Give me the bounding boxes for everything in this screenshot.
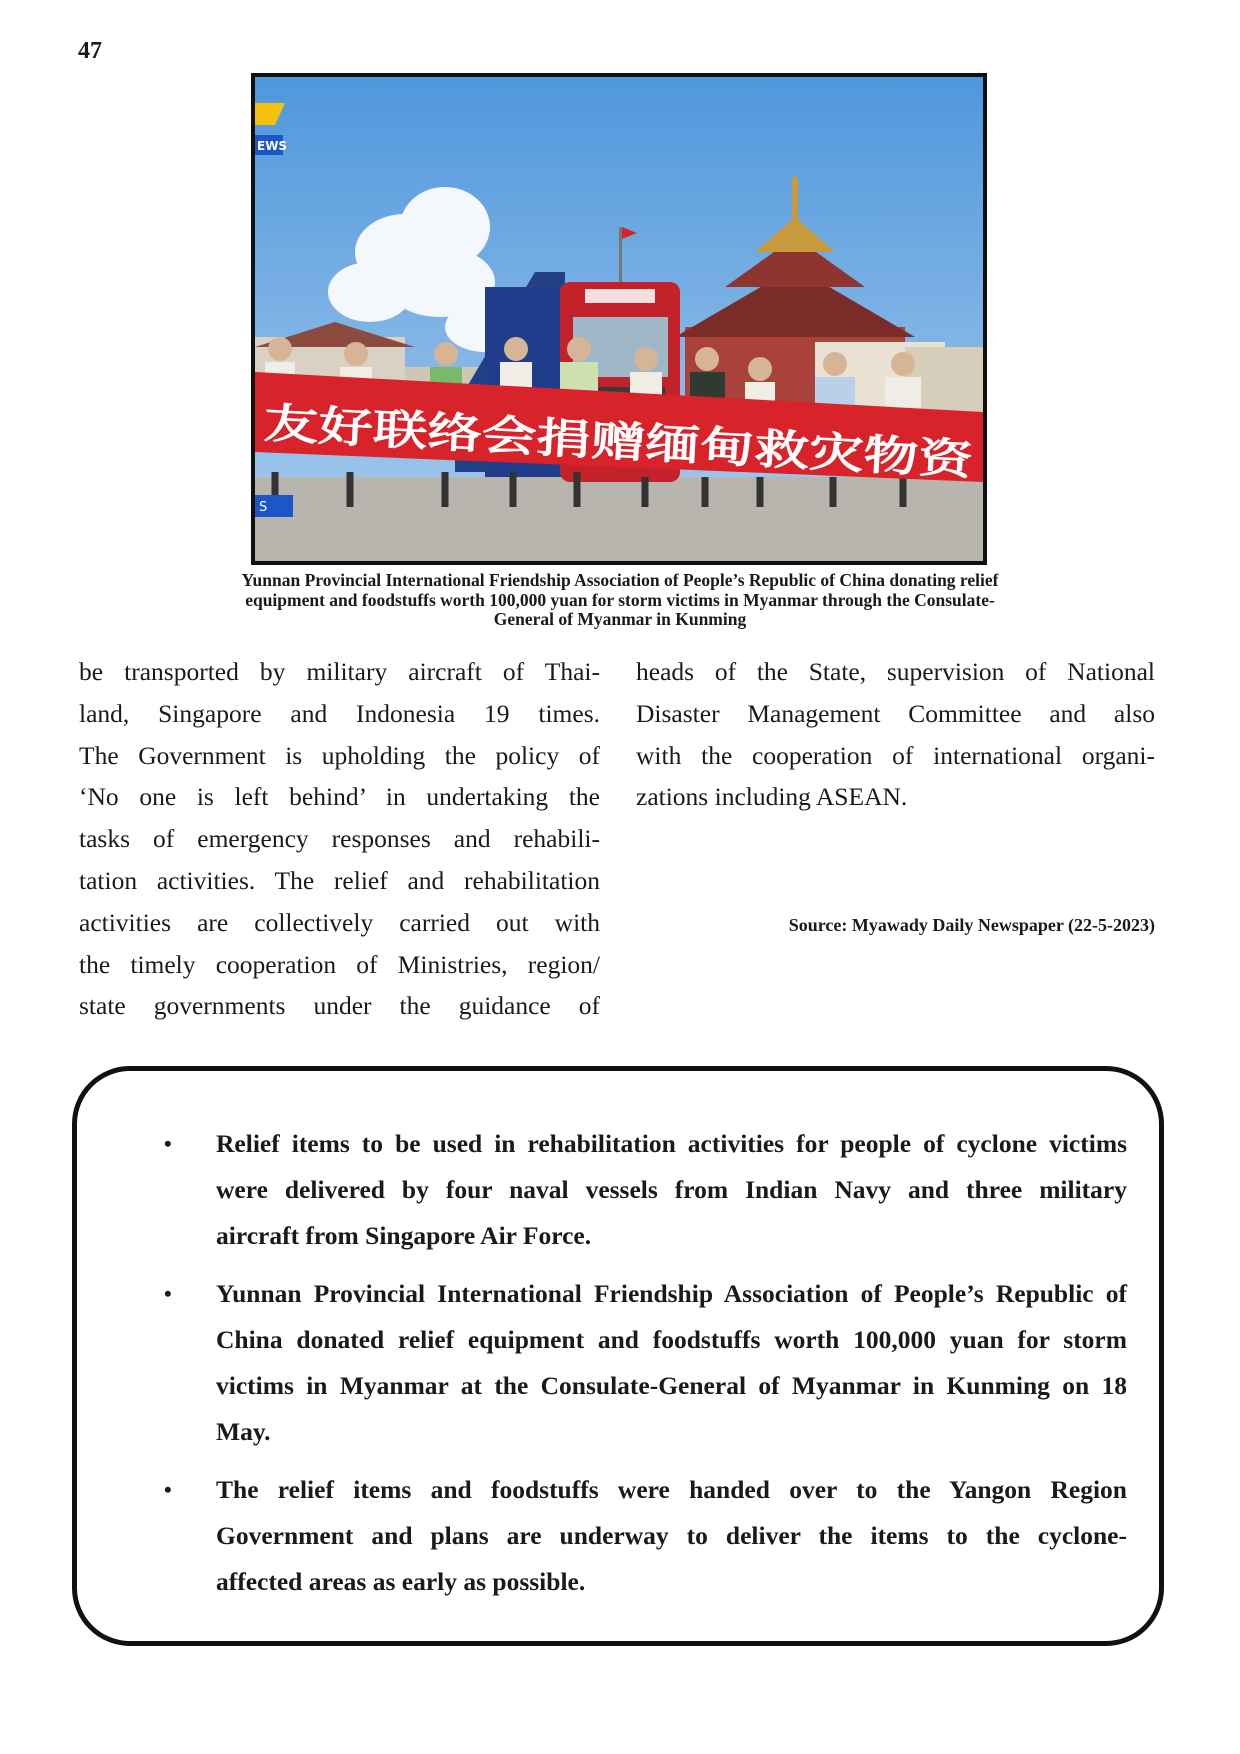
article-line: Disaster Management Committee and also [636,698,1155,728]
article-line: tasks of emergency responses and rehabili- [79,824,600,854]
news-photo [251,73,987,565]
article-line: tation activities. The relief and rehabilitation [79,865,600,895]
ground [255,477,983,561]
article-column-right [636,651,1155,818]
article-line: the timely cooperation of Ministries, region/ [79,949,600,979]
summary-item [137,1271,1127,1455]
caption-line: General of Myanmar in Kunming [493,609,747,629]
corner-text: S [259,500,268,515]
article-column-left [79,651,600,1027]
summary-line: victims in Myanmar at the Consulate-General of Myanmar in Kunming on 18 [216,1371,1127,1400]
summary-line: Relief items to be used in rehabilitation activities for people of cyclone victims [216,1129,1127,1158]
article-line: activities are collectively carried out with [79,907,600,937]
article-line: The Government is upholding the policy of [79,740,600,770]
photo-caption [150,571,1090,630]
summary-line: The relief items and foodstuffs were handed over to the Yangon Region [216,1475,1127,1504]
bullet-icon: • [164,1131,172,1156]
summary-line: affected areas as early as possible. [216,1567,586,1596]
article-line: be transported by military aircraft of Thai- [79,657,600,686]
summary-line: Yunnan Provincial International Friendship Association of People’s Republic of [216,1279,1127,1308]
article-line: land, Singapore and Indonesia 19 times. [79,698,600,728]
photo-illustration [255,77,983,561]
article-line: heads of the State, supervision of National [636,657,1155,686]
bullet-icon: • [164,1281,172,1306]
summary-line: May. [216,1417,271,1446]
summary-line: Government and plans are underway to deliver the items to the cyclone- [216,1521,1127,1550]
article-line: zations including ASEAN. [636,782,908,812]
summary-item [137,1121,1127,1259]
summary-box [72,1066,1164,1646]
article-line: with the cooperation of international organi- [636,740,1155,770]
bullet-icon: • [164,1477,172,1502]
caption-line: equipment and foodstuffs worth 100,000 yuan for storm victims in Myanmar through the Consulate- [245,589,995,610]
summary-list [137,1121,1127,1617]
banner-text: 友好联络会捐赠缅甸救灾物资 [262,398,811,476]
page-number: 47 [78,38,102,64]
summary-line: were delivered by four naval vessels from Indian Navy and three military [216,1175,1127,1204]
article-line: state governments under the guidance of [79,991,600,1021]
summary-item [137,1467,1127,1605]
summary-line: aircraft from Singapore Air Force. [216,1221,592,1250]
article-line: ‘No one is left behind’ in undertaking the [79,782,600,812]
summary-line: China donated relief equipment and foodstuffs worth 100,000 yuan for storm [216,1325,1127,1354]
logo-text: EWS [257,139,288,153]
caption-line: Yunnan Provincial International Friendship Association of People’s Republic of China donating relief [241,570,999,590]
source-note: Source: Myawady Daily Newspaper (22-5-2023) [788,915,1155,935]
